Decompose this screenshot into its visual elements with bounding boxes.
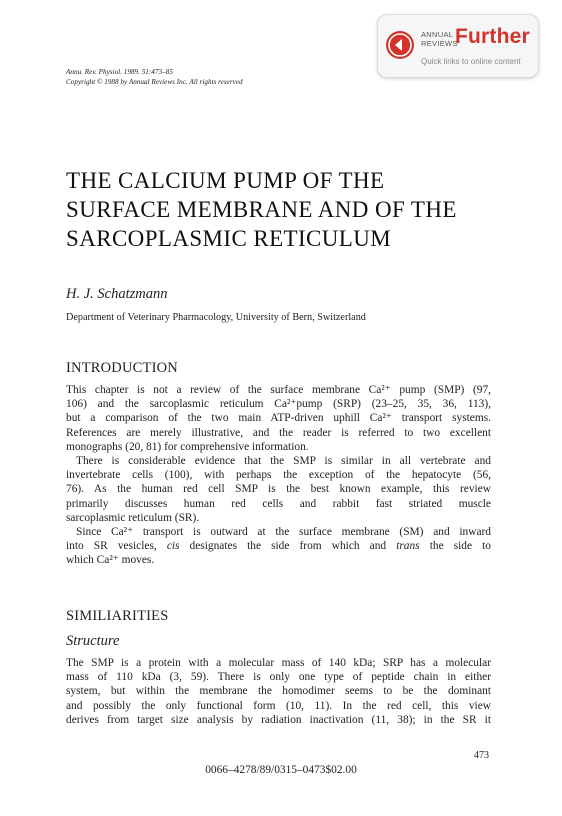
article-title bbox=[66, 166, 457, 253]
text-line: and possibly the only functional form (10, 11). In the red cell, this view bbox=[66, 699, 491, 712]
badge-brand-line1: ANNUAL bbox=[421, 30, 454, 39]
text-line: 106) and the sarcoplasmic reticulum Ca²⁺pump (SRP) (23–25, 35, 36, 113), bbox=[66, 398, 491, 411]
badge-further-label: Further bbox=[455, 25, 530, 48]
text-line: derives from target size analysis by radiation inactivation (11, 38); in the SR it bbox=[66, 713, 491, 726]
intro-paragraph-3 bbox=[66, 525, 491, 568]
citation-journal: Annu. Rev. Physiol. 1989. 51:473–85 bbox=[66, 68, 173, 76]
title-line: THE CALCIUM PUMP OF THE bbox=[66, 168, 385, 193]
text-run: designates the side from which and bbox=[179, 540, 397, 553]
text-line: mass of 110 kDa (3, 59). There is only one type of peptide chain in either bbox=[66, 671, 491, 684]
citation-copyright: Copyright © 1988 by Annual Reviews Inc. All rights reserved bbox=[66, 78, 243, 86]
badge-tagline: Quick links to online content bbox=[421, 57, 521, 66]
author: H. J. Schatzmann bbox=[66, 286, 168, 302]
chevron-left-icon bbox=[386, 31, 414, 59]
citation bbox=[66, 67, 243, 87]
badge-brand-line2: REVIEWS bbox=[421, 38, 458, 48]
intro-paragraph-1 bbox=[66, 383, 491, 454]
term-trans: trans bbox=[396, 540, 420, 553]
introduction-heading: INTRODUCTION bbox=[66, 360, 178, 376]
text-run: the side to bbox=[419, 540, 491, 553]
text-line bbox=[66, 539, 491, 553]
badge-brand bbox=[421, 31, 458, 48]
text-line: References are merely illustrative, and the reader is referred to two excellent bbox=[66, 426, 491, 439]
text-line: 76). As the human red cell SMP is the best known example, this review bbox=[66, 483, 491, 496]
intro-paragraph-2 bbox=[66, 454, 491, 525]
similiarities-heading: SIMILIARITIES bbox=[66, 608, 169, 624]
text-line: primarily discusses human red cells and rabbit fast striated muscle bbox=[66, 497, 491, 510]
text-line: which Ca²⁺ moves. bbox=[66, 554, 155, 567]
title-line: SURFACE MEMBRANE AND OF THE bbox=[66, 197, 457, 222]
affiliation: Department of Veterinary Pharmacology, University of Bern, Switzerland bbox=[66, 312, 366, 323]
text-line: Since Ca²⁺ transport is outward at the surface membrane (SM) and inward bbox=[76, 526, 491, 538]
text-line: This chapter is not a review of the surface membrane Ca²⁺ pump (SMP) (97, bbox=[66, 384, 491, 396]
text-line: monographs (20, 81) for comprehensive information. bbox=[66, 440, 309, 453]
page-number: 473 bbox=[474, 750, 489, 761]
structure-paragraph bbox=[66, 656, 491, 727]
text-line: system, but within the membrane the homodimer seems to be the dominant bbox=[66, 685, 491, 698]
annual-reviews-further-badge[interactable] bbox=[377, 14, 539, 78]
footer-code: 0066–4278/89/0315–0473$02.00 bbox=[205, 764, 357, 776]
text-line: but a comparison of the two main ATP-driven uphill Ca²⁺ transport systems. bbox=[66, 412, 491, 425]
title-line: SARCOPLASMIC RETICULUM bbox=[66, 226, 392, 251]
term-cis: cis bbox=[166, 540, 180, 553]
text-line: The SMP is a protein with a molecular mass of 140 kDa; SRP has a molecular bbox=[66, 657, 491, 669]
text-line: There is considerable evidence that the SMP is similar in all vertebrate and bbox=[76, 455, 491, 467]
text-run: into SR vesicles, bbox=[66, 540, 167, 553]
structure-subheading: Structure bbox=[66, 633, 120, 649]
text-line: sarcoplasmic reticulum (SR). bbox=[66, 511, 200, 524]
text-line: invertebrate cells (100), with perhaps the exception of the hepatocyte (56, bbox=[66, 469, 491, 482]
